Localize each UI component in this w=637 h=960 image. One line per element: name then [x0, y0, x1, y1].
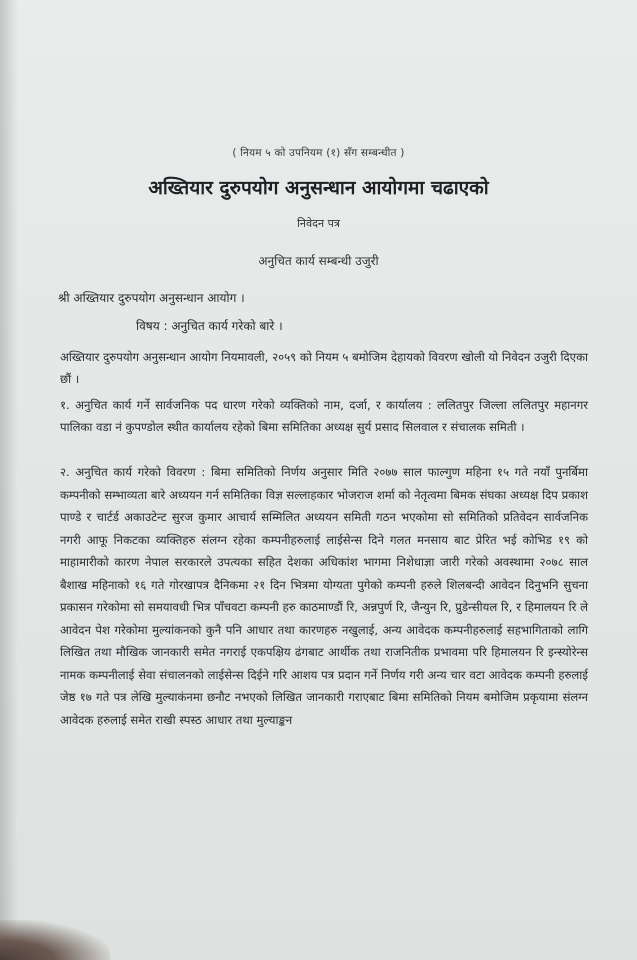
form-name: निवेदन पत्र: [297, 217, 340, 230]
rule-reference: ( नियम ५ को उपनियम (१) सँग सम्बन्धीत ): [232, 147, 405, 159]
subject-line: विषय : अनुचित कार्य गरेको बारे ।: [136, 319, 283, 333]
document-title: अख्तियार दुरुपयोग अनुसन्धान आयोगमा चढाएको: [148, 177, 489, 199]
intro-paragraph: अख्तियार दुरुपयोग अनुसन्धान आयोग नियमावली, २०५९ को नियम ५ बमोजिम देहायको विवरण खोली यो निवेदन उजुरी दिएका छौं ।: [60, 350, 588, 386]
corner-shadow: [0, 920, 110, 960]
paragraph-2: २. अनुचित कार्य गरेको विवरण : बिमा समितिको निर्णय अनुसार मिति २०७७ साल फाल्गुण महिना १५ गते नयाँ पुनर्बिमा कम्पनीको सम्भाव्यता बारे अध्ययन गर्न समितिका विज्ञ सल्लाहकार भोजराज शर्मा को नेतृत्वमा बिमक संघका अध्यक्ष दिप प्रकाश पाण्डे र चार्टर्ड अकाउटेन्ट सुरज कुमार आचार्य सम्मिलित अध्ययन समिती गठन भएकोमा सो समितिको प्रतिवेदन सार्वजनिक नगरी आफू निकटका व्यक्तिहरु संलग्न रहेका कम्पनीहरुलाई लाईसेन्स दिने गलत मनसाय बाट प्रेरित भई कोभिड १९ को माहामारीको कारण नेपाल सरकारले उपत्यका सहित देशका अधिकांश भागमा निशेधाज्ञा जारी गरेको अवस्थामा २०७८ साल बैशाख महिनाको १६ गते गोरखापत्र दैनिकमा २१ दिन भित्रमा योग्यता पुगेको कम्पनी हरुले शिलबन्दी आवेदन दिनुभनि सुचना प्रकासन गरेकोमा सो समयावधी भित्र पाँचवटा कम्पनी हरु काठमाण्डौं रि, अन्नपुर्ण रि, जैन्युन रि, प्रुडेन्सीयल रि, र हिमालयन रि ले आवेदन पेश गरेकोमा मुल्यांकनको कुनै पनि आधार तथा कारणहरु नखुलाई, अन्य आवेदक कम्पनीहरुलाई सहभागिताको लागि लिखित तथा मौखिक जानकारी समेत नगराई एकपक्षिय ढंगबाट आर्थीक तथा राजनितीक प्रभावमा परि हिमालयन रि इन्स्योरेन्स नामक कम्पनीलाई सेवा संचालनको लाईसेन्स दिईने गरि आशय पत्र प्रदान गर्ने निर्णय गरी अन्य चार वटा आवेदक कम्पनी हरुलाई जेष्ठ १७ गते पत्र लेखि मुल्याकंनमा छनौट नभएको लिखित जानकारी गराएबाट बिमा समितिको नियम बमोजिम प्रकृयामा संलग्न आवेदक हरुलाई समेत राखी स्पस्ठ आधार तथा मुल्याङ्कन: [60, 465, 588, 727]
paragraph-1: १. अनुचित कार्य गर्ने सार्वजनिक पद धारण गरेको व्यक्तिको नाम, दर्जा, र कार्यालय : ललितपुर जिल्ला ललितपुर महानगर पालिका वडा नं कुपण्डोल स्थीत कार्यालय रहेको बिमा समितिका अध्यक्ष सुर्य प्रसाद सिलवाल र संचालक समिती ।: [60, 398, 588, 434]
addressee: श्री अख्तियार दुरुपयोग अनुसन्धान आयोग ।: [58, 291, 245, 305]
form-subtitle: अनुचित कार्य सम्बन्धी उजुरी: [258, 254, 379, 268]
page-edge-shadow: [0, 0, 18, 960]
